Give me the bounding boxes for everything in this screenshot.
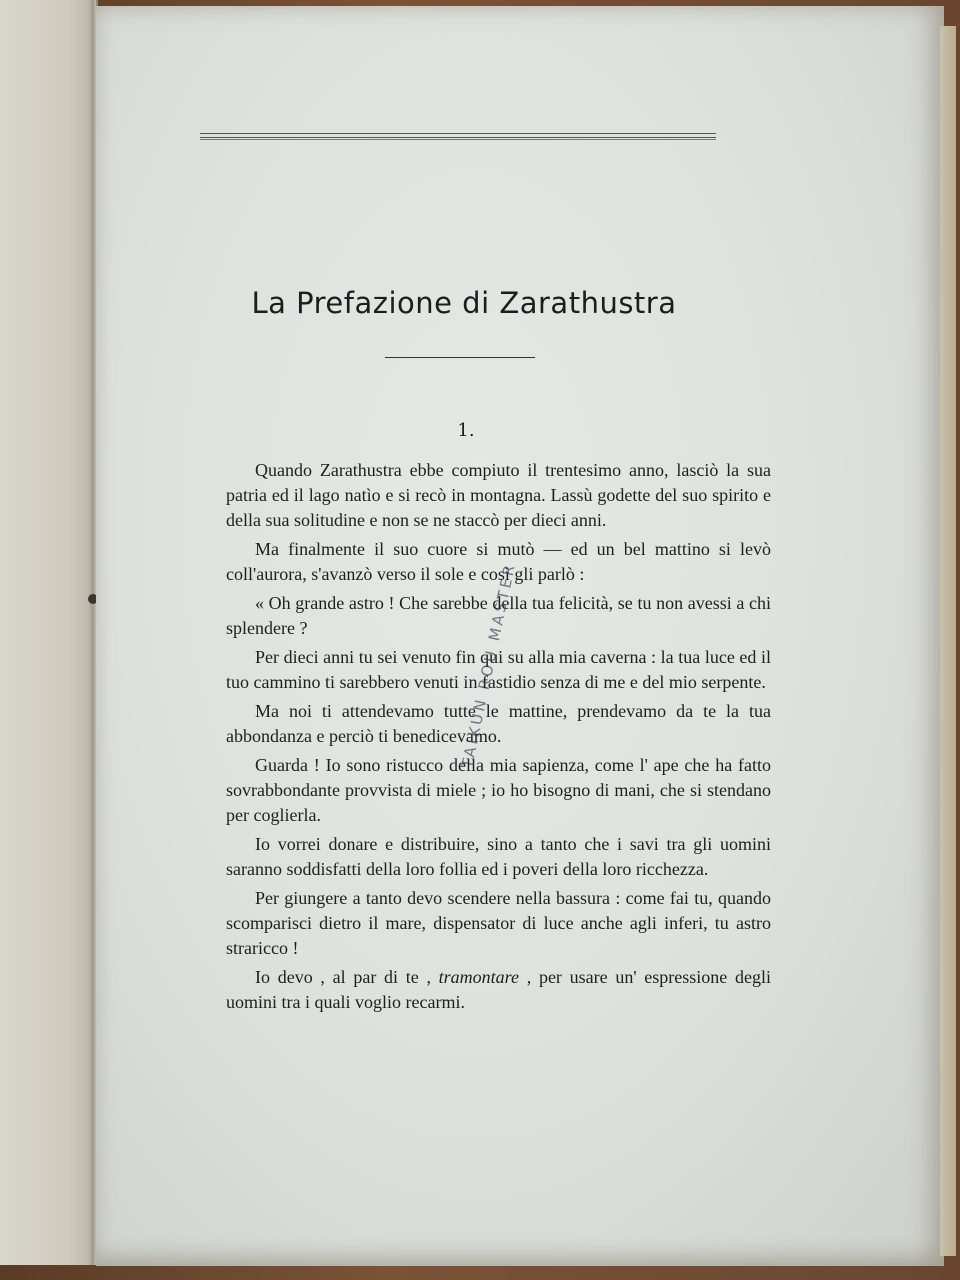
paragraph <box>226 699 771 749</box>
italic-word: tramontare <box>438 967 520 987</box>
paragraph-text: Guarda ! Io sono ristucco della mia sapienza, come l' ape che ha fatto sovrabbondante provvista di miele ; io ho bisogno di mani, che si stendano per coglierla. <box>226 755 771 825</box>
header-double-rule <box>200 133 716 138</box>
left-page-edge <box>0 0 98 1265</box>
paragraph-text: Ma noi ti attendevamo tutte le mattine, prendevamo da te la tua abbondanza e perciò ti benedicevamo. <box>226 701 771 746</box>
paragraph-text: Per giungere a tanto devo scendere nella bassura : come fai tu, quando scomparisci dietro il mare, dispensator di luce anche agli inferi, tu astro straricco ! <box>226 888 771 958</box>
title-underline <box>385 357 535 358</box>
paragraph <box>226 753 771 828</box>
page-fore-edge <box>940 26 956 1256</box>
paragraph <box>226 886 771 961</box>
chapter-title: La Prefazione di Zarathustra <box>251 286 677 320</box>
paragraph-text: Ma finalmente il suo cuore si mutò — ed un bel mattino si levò coll'aurora, s'avanzò verso il sole e così gli parlò : <box>226 539 771 584</box>
paragraph <box>226 458 771 533</box>
paragraph-text: Io devo , al par di te , <box>255 967 439 987</box>
binding-seam <box>88 0 94 1265</box>
paragraph-text: , per usare un' espressione degli uomini tra i quali voglio recarmi. <box>226 967 771 1012</box>
body-text <box>226 458 771 1019</box>
paragraph <box>226 965 771 1015</box>
paragraph-text: Io vorrei donare e distribuire, sino a tanto che i savi tra gli uomini saranno soddisfatti della loro follia ed i poveri della loro ricchezza. <box>226 834 771 879</box>
paragraph-text: Per dieci anni tu sei venuto fin qui su alla mia caverna : la tua luce ed il tuo cammino ti sarebbero venuti in fastidio senza di me e del mio serpente. <box>226 647 771 692</box>
book-page <box>96 6 944 1266</box>
paragraph-text: Quando Zarathustra ebbe compiuto il trentesimo anno, lasciò la sua patria ed il lago natìo e si recò in montagna. Lassù godette del suo spirito e della sua solitudine e non se ne staccò per dieci anni. <box>226 460 771 530</box>
paragraph-text: « Oh grande astro ! Che sarebbe della tua felicità, se tu non avessi a chi splendere ? <box>226 593 771 638</box>
section-number: 1. <box>457 420 475 441</box>
library-stamp: TAIKUN ROU MASTER <box>458 560 520 770</box>
paragraph <box>226 832 771 882</box>
